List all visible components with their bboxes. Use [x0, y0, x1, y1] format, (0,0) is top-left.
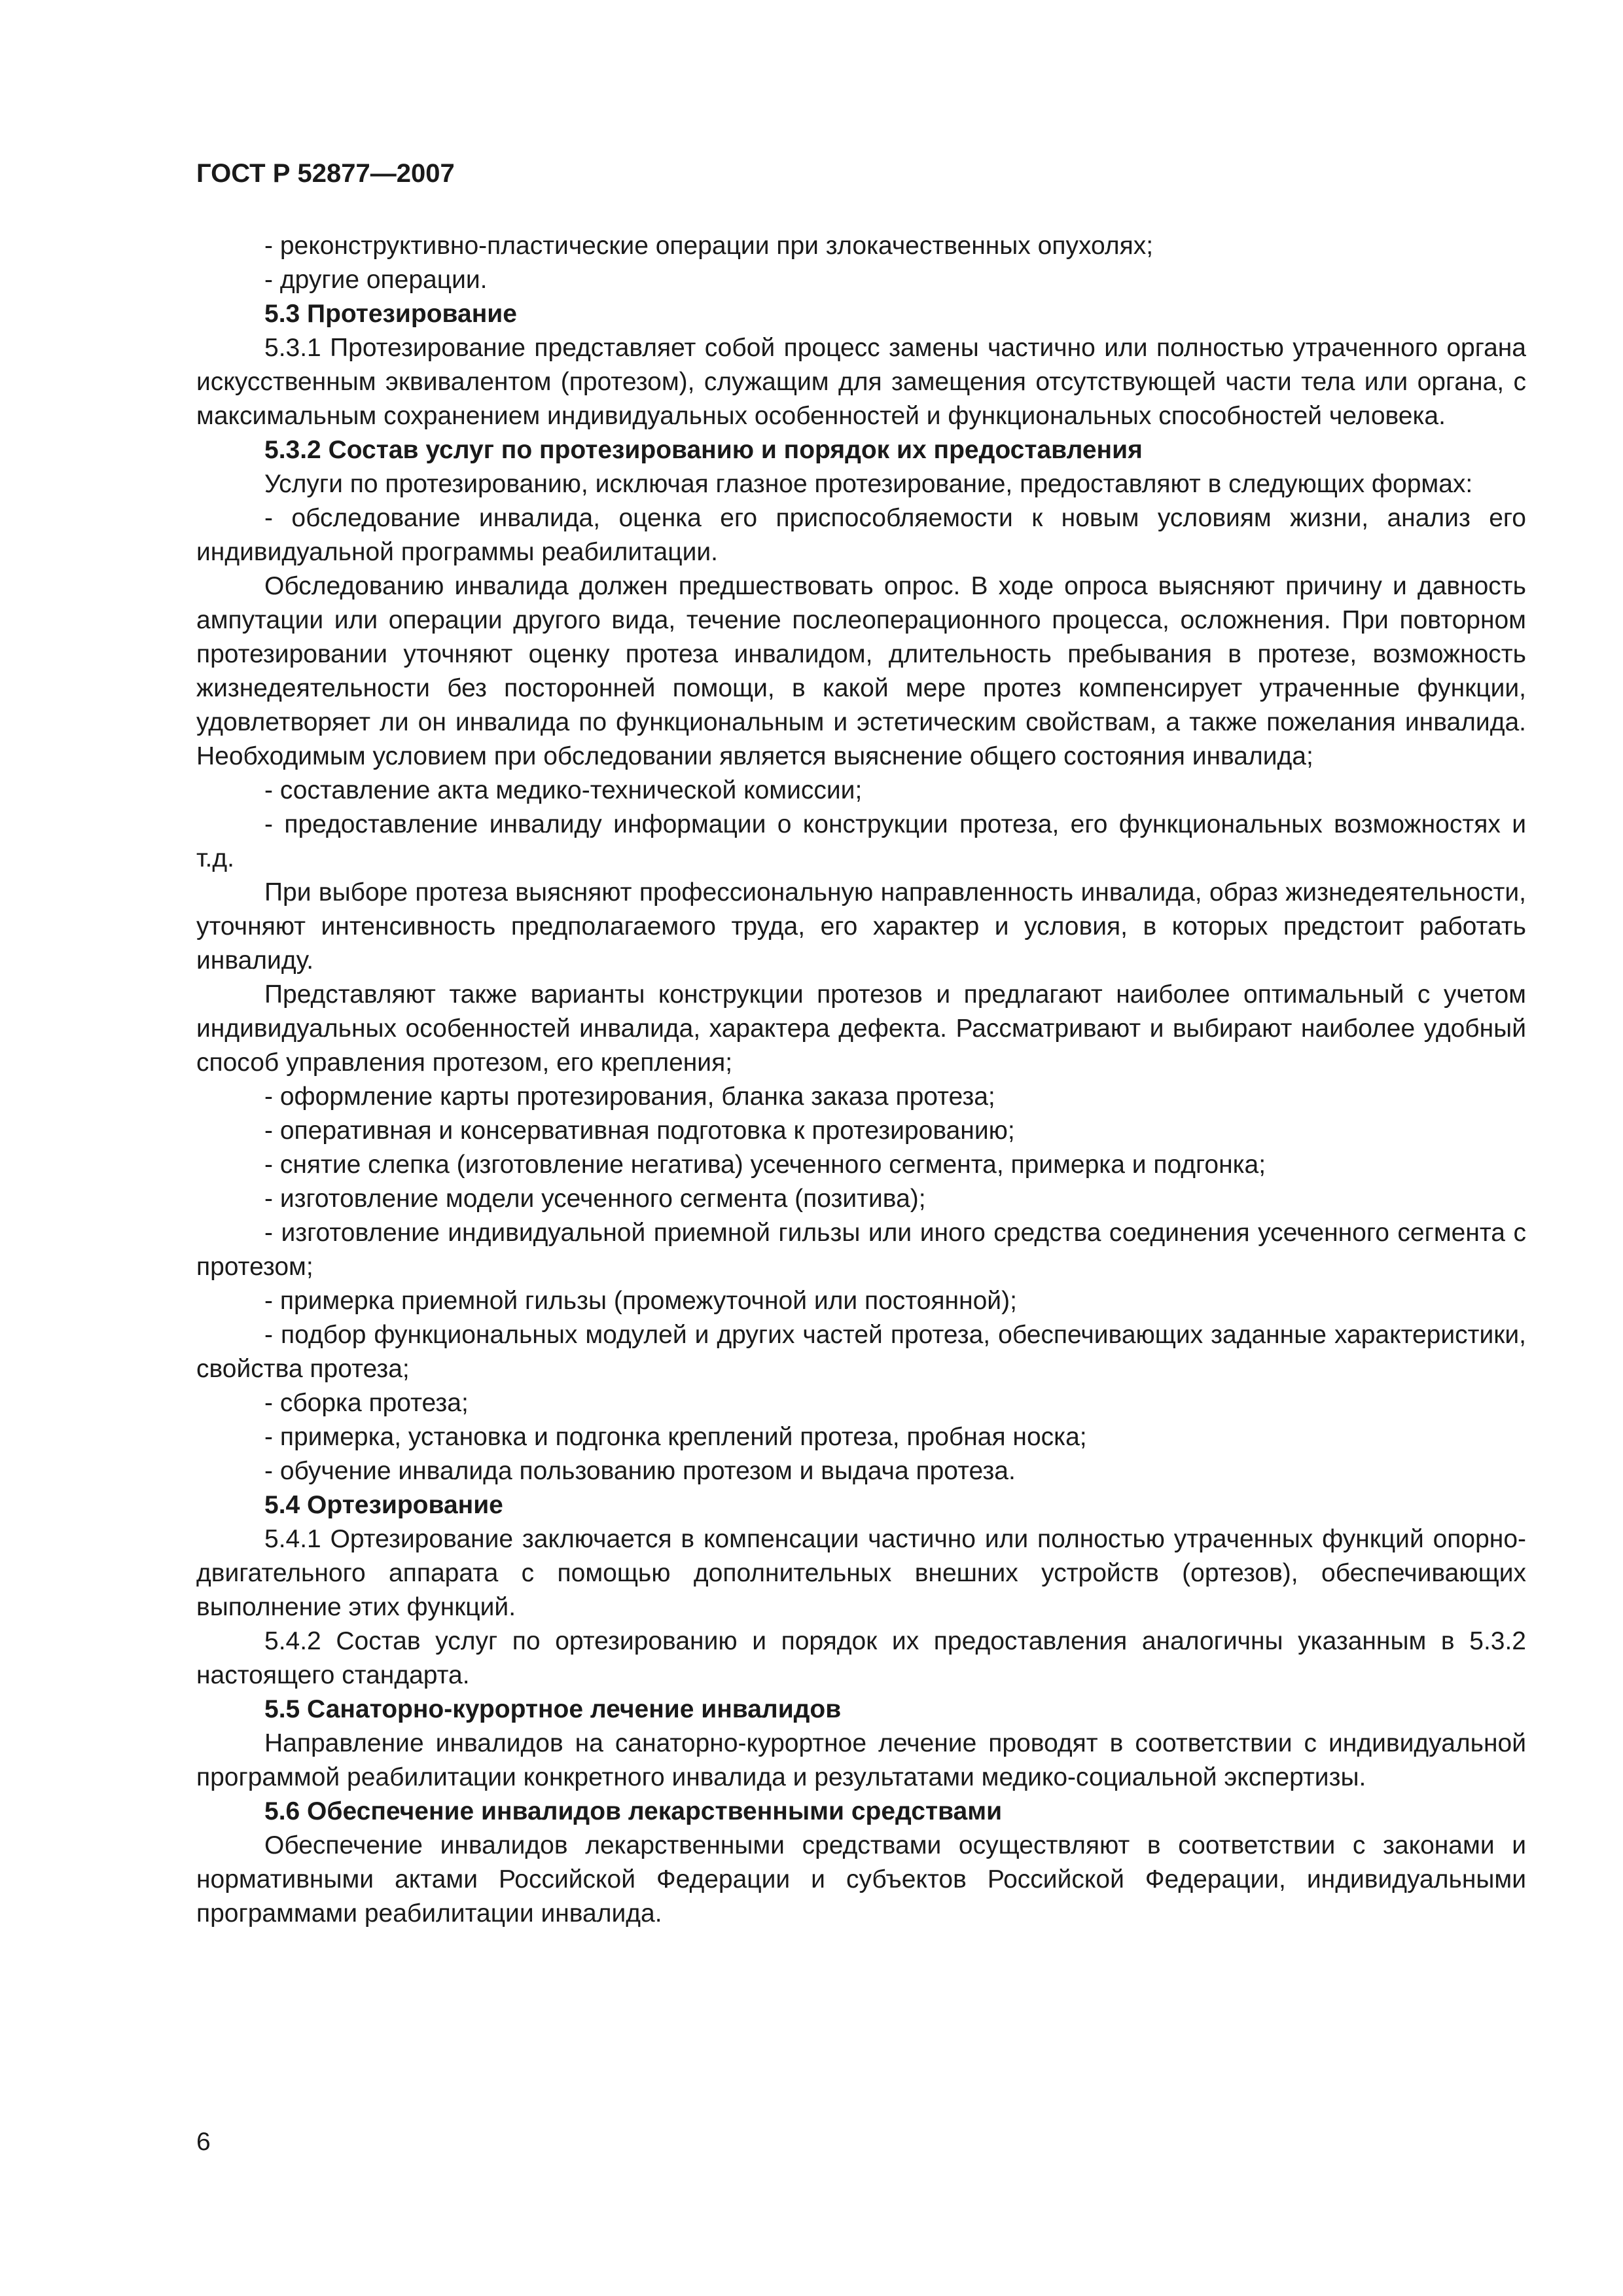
body-paragraph: Услуги по протезированию, исключая глазное протезирование, предоставляют в следующих формах: [264, 470, 1473, 498]
section-heading: 5.3 Протезирование [264, 300, 517, 328]
list-item: - снятие слепка (изготовление негатива) усеченного сегмента, примерка и подгонка; [264, 1151, 1266, 1179]
list-item: - изготовление индивидуальной приемной гильзы или иного средства соединения усеченного сегмента с протезом; [196, 1219, 1526, 1281]
list-item: - составление акта медико-технической комиссии; [264, 776, 863, 804]
list-item: - оперативная и консервативная подготовка к протезированию; [264, 1117, 1015, 1145]
body-paragraph: Обеспечение инвалидов лекарственными средствами осуществляют в соответствии с законами и нормативными актами Российской Федерации и субъектов Российской Федерации, индивидуальными программами реабилитации инвалида. [196, 1831, 1526, 1928]
section-heading: 5.3.2 Состав услуг по протезированию и порядок их предоставления [264, 436, 1143, 464]
body-paragraph: 5.3.1 Протезирование представляет собой процесс замены частично или полностью утраченного органа искусственным эквивалентом (протезом), служащим для замещения отсутствующей части тела или органа, с максимальным сохранением индивидуальных особенностей и функциональных способностей человека. [196, 334, 1526, 430]
list-item: - подбор функциональных модулей и других частей протеза, обеспечивающих заданные характеристики, свойства протеза; [196, 1321, 1526, 1383]
list-item: - оформление карты протезирования, бланка заказа протеза; [264, 1083, 995, 1111]
page-number: 6 [196, 2128, 211, 2156]
list-item: - реконструктивно-пластические операции при злокачественных опухолях; [264, 232, 1154, 260]
standard-code-header: ГОСТ Р 52877—2007 [196, 159, 455, 188]
body-paragraph: 5.4.2 Состав услуг по ортезированию и порядок их предоставления аналогичны указанным в 5.3.2 настоящего стандарта. [196, 1627, 1526, 1689]
list-item: - другие операции. [264, 266, 488, 294]
list-item: - изготовление модели усеченного сегмента (позитива); [264, 1185, 926, 1213]
section-heading: 5.4 Ортезирование [264, 1491, 503, 1519]
body-paragraph: 5.4.1 Ортезирование заключается в компенсации частично или полностью утраченных функций опорно-двигательного аппарата с помощью дополнительных внешних устройств (ортезов), обеспечивающих выполнение этих функций. [196, 1525, 1526, 1621]
list-item: - примерка приемной гильзы (промежуточной или постоянной); [264, 1287, 1017, 1315]
document-body [196, 229, 1526, 1931]
list-item: - предоставление инвалиду информации о конструкции протеза, его функциональных возможностях и т.д. [196, 810, 1526, 872]
list-item: - сборка протеза; [264, 1389, 469, 1417]
list-item: - обучение инвалида пользованию протезом и выдача протеза. [264, 1457, 1016, 1485]
list-item: - обследование инвалида, оценка его приспособляемости к новым условиям жизни, анализ его индивидуальной программы реабилитации. [196, 504, 1526, 566]
body-paragraph: Представляют также варианты конструкции протезов и предлагают наиболее оптимальный с учетом индивидуальных особенностей инвалида, характера дефекта. Рассматривают и выбирают наиболее удобный способ управления протезом, его крепления; [196, 980, 1526, 1077]
body-paragraph: Направление инвалидов на санаторно-курортное лечение проводят в соответствии с индивидуальной программой реабилитации конкретного инвалида и результатами медико-социальной экспертизы. [196, 1729, 1526, 1791]
body-paragraph: Обследованию инвалида должен предшествовать опрос. В ходе опроса выясняют причину и давность ампутации или операции другого вида, течение послеоперационного процесса, осложнения. При повторном протезировании уточняют оценку протеза инвалидом, длительность пребывания в протезе, возможность жизнедеятельности без посторонней помощи, в какой мере протез компенсирует утраченные функции, удовлетворяет ли он инвалида по функциональным и эстетическим свойствам, а также пожелания инвалида. Необходимым условием при обследовании является выяснение общего состояния инвалида; [196, 572, 1526, 770]
body-paragraph: При выборе протеза выясняют профессиональную направленность инвалида, образ жизнедеятельности, уточняют интенсивность предполагаемого труда, его характер и условия, в которых предстоит работать инвалиду. [196, 878, 1526, 975]
section-heading: 5.6 Обеспечение инвалидов лекарственными средствами [264, 1797, 1003, 1825]
document-page [196, 157, 1526, 1931]
section-heading: 5.5 Санаторно-курортное лечение инвалидов [264, 1695, 842, 1723]
list-item: - примерка, установка и подгонка креплений протеза, пробная носка; [264, 1423, 1087, 1451]
